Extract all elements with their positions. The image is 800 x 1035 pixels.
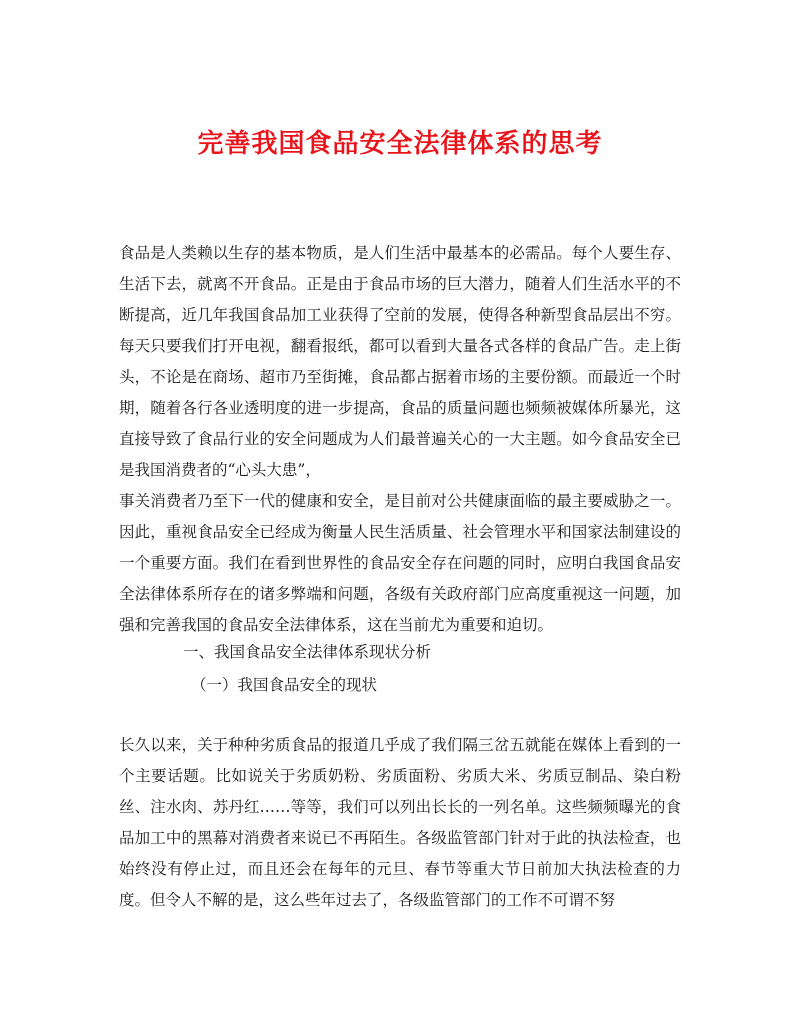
subsection-heading: （一）我国食品安全的现状 [191,676,378,694]
section-heading: 一、我国食品安全法律体系现状分析 [183,643,432,661]
paragraph-2: 事关消费者乃至下一代的健康和安全，是目前对公共健康面临的最主要威胁之一。因此，重视食品安全已经成为衡量人民生活质量、社会管理水平和国家法制建设的一个重要方面。我们在看到世界性的食品安全存在问题的同时，应明白我国食品安全法律体系所存在的诸多弊端和问题，各级有关政府部门应高度重视这一问题，加强和完善我国的食品安全法律体系，这在当前尤为重要和迫切。 [119,492,681,634]
paragraph-1: 食品是人类赖以生存的基本物质，是人们生活中最基本的必需品。每个人要生存、生活下去，就离不开食品。正是由于食品市场的巨大潜力，随着人们生活水平的不断提高，近几年我国食品加工业获得了空前的发展，使得各种新型食品层出不穷。每天只要我们打开电视，翻看报纸，都可以看到大量各式各样的食品广告。走上街头，不论是在商场、超市乃至街摊，食品都占据着市场的主要份额。而最近一个时期，随着各行各业透明度的进一步提高，食品的质量问题也频频被媒体所暴光，这直接导致了食品行业的安全问题成为人们最普遍关心的一大主题。如今食品安全已是我国消费者的“心头大患”， [119,244,681,479]
paragraph-3: 长久以来，关于种种劣质食品的报道几乎成了我们隔三岔五就能在媒体上看到的一个主要话题。比如说关于劣质奶粉、劣质面粉、劣质大米、劣质豆制品、染白粉丝、注水肉、苏丹红……等等，我们可以列出长长的一列名单。这些频频曝光的食品加工中的黑幕对消费者来说已不再陌生。各级监管部门针对于此的执法检查，也始终没有停止过，而且还会在每年的元旦、春节等重大节日前加大执法检查的力度。但令人不解的是，这么些年过去了，各级监管部门的工作不可谓不努 [119,736,681,909]
status-section [119,730,681,916]
document-title: 完善我国食品安全法律体系的思考 [197,129,603,160]
intro-section [119,238,681,641]
